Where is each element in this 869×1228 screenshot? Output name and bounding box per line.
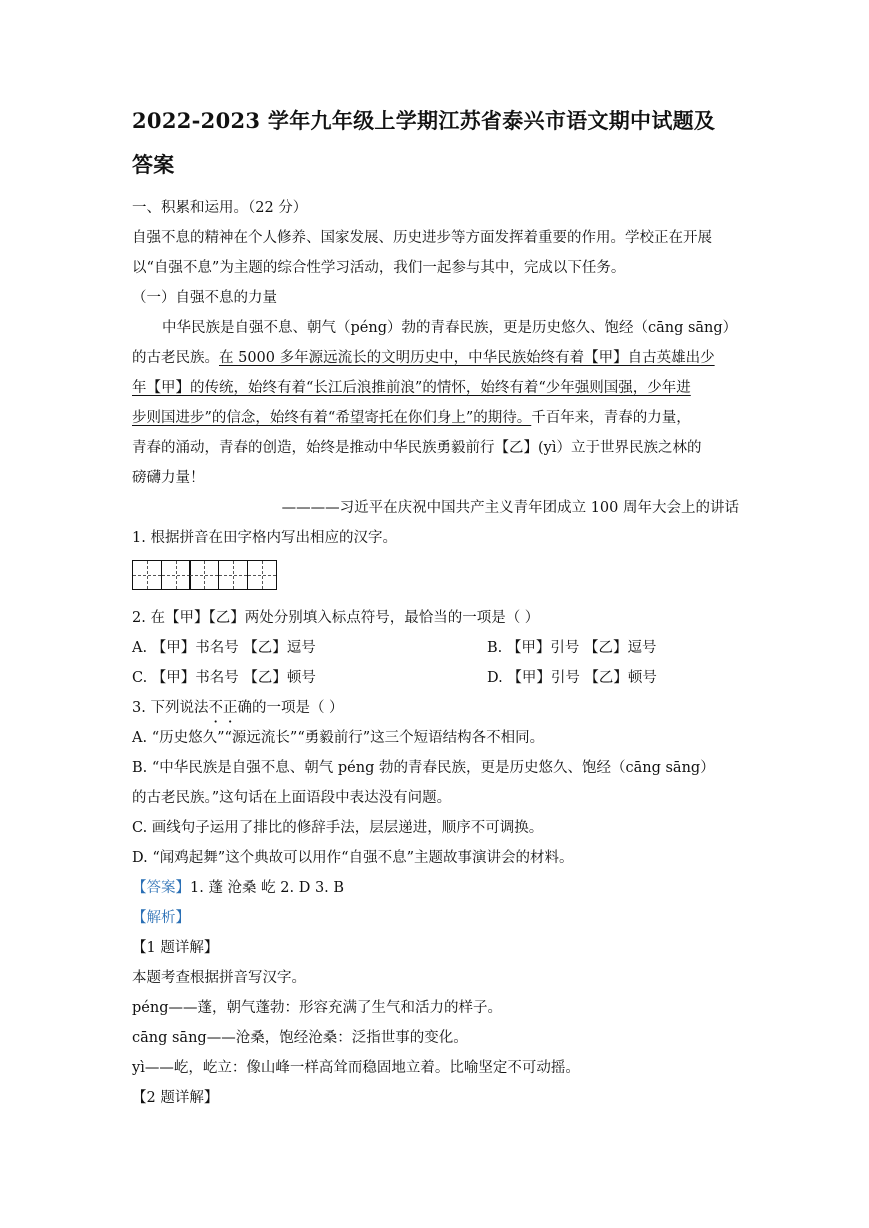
subsection-heading: （一）自强不息的力量 [132, 290, 277, 306]
passage-text: 的古老民族。 [132, 350, 219, 366]
answer-tag: 【答案】 [132, 880, 190, 896]
emphasis-char-zheng: 正 [222, 700, 238, 716]
q2-option-a: A. 【甲】书名号 【乙】逗号 [132, 640, 316, 656]
analysis-tag: 【解析】 [132, 910, 190, 926]
document-title-line2: 答案 [132, 152, 175, 177]
passage-line-1: 中华民族是自强不息、朝气（péng）勃的青春民族，更是历史悠久、饱经（cāng sāng） [162, 320, 738, 336]
underlined-sentence: 在 5000 多年源远流长的文明历史中，中华民族始终有着【甲】自古英雄出少 [219, 350, 715, 366]
detail-2-heading: 【2 题详解】 [132, 1090, 219, 1106]
q3-option-a: A. “历史悠久”“源远流长”“勇毅前行”这三个短语结构各不相同。 [132, 730, 545, 746]
q3-option-d: D. “闻鸡起舞”这个典故可以用作“自强不息”主题故事演讲会的材料。 [132, 850, 574, 866]
emphasis-char-bu: 不 [208, 700, 223, 716]
passage-text: 千百年来，青春的力量， [531, 410, 691, 426]
passage-line-3: 年【甲】的传统，始终有着“长江后浪推前浪”的情怀，始终有着“少年强则国强，少年进 [132, 380, 691, 396]
section-heading: 一、积累和运用。（22 分） [132, 200, 308, 216]
document-title-line1: 2022-2023 学年九年级上学期江苏省泰兴市语文期中试题及 [132, 108, 716, 133]
question-2: 2. 在【甲】【乙】两处分别填入标点符号，最恰当的一项是（ ） [132, 610, 540, 626]
question-3 [132, 698, 344, 718]
grid-cell [189, 560, 219, 590]
detail-cangsang: cāng sāng——沧桑，饱经沧桑：泛指世事的变化。 [132, 1030, 468, 1046]
q3-text-end: 确的一项是（ ） [237, 700, 344, 716]
grid-cell [218, 560, 248, 590]
question-1: 1. 根据拼音在田字格内写出相应的汉字。 [132, 530, 397, 546]
passage-line-5: 青春的涌动，青春的创造，始终是推动中华民族勇毅前行【乙】(yì）立于世界民族之林的 [132, 440, 702, 456]
underlined-sentence-end: 步则国进步”的信念，始终有着“希望寄托在你们身上”的期待。 [132, 410, 532, 426]
q2-option-b: B. 【甲】引号 【乙】逗号 [487, 640, 657, 656]
q2-option-d: D. 【甲】引号 【乙】顿号 [487, 670, 657, 686]
intro-line-2: 以“自强不息”为主题的综合性学习活动，我们一起参与其中，完成以下任务。 [132, 260, 626, 276]
intro-line-1: 自强不息的精神在个人修养、国家发展、历史进步等方面发挥着重要的作用。学校正在开展 [132, 230, 712, 246]
q2-option-c: C. 【甲】书名号 【乙】顿号 [132, 670, 316, 686]
passage-line-6: 磅礴力量！ [132, 470, 205, 486]
detail-1-heading: 【1 题详解】 [132, 940, 219, 956]
grid-cell [247, 560, 277, 590]
q3-option-c: C. 画线句子运用了排比的修辞手法，层层递进，顺序不可调换。 [132, 820, 544, 836]
answer-text: 1. 蓬 沧桑 屹 2. D 3. B [190, 880, 345, 896]
detail-1-text: 本题考查根据拼音写汉字。 [132, 970, 306, 986]
passage-line-2 [132, 348, 715, 368]
detail-yi: yì——屹，屹立：像山峰一样高耸而稳固地立着。比喻坚定不可动摇。 [132, 1060, 580, 1076]
q3-text-start: 3. 下列说法 [132, 700, 209, 716]
detail-peng: péng——蓬，朝气蓬勃：形容充满了生气和活力的样子。 [132, 1000, 502, 1016]
answer-line [132, 878, 344, 898]
q3-option-b-line2: 的古老民族。”这句话在上面语段中表达没有问题。 [132, 790, 452, 806]
passage-source: ————习近平在庆祝中国共产主义青年团成立 100 周年大会上的讲话 [281, 500, 739, 516]
tianzige-grid [132, 560, 277, 590]
q3-option-b-line1: B. “中华民族是自强不息、朝气 péng 勃的青春民族，更是历史悠久、饱经（cāng sāng） [132, 760, 715, 776]
grid-cell [132, 560, 162, 590]
grid-cell [161, 560, 191, 590]
passage-line-4 [132, 408, 691, 428]
